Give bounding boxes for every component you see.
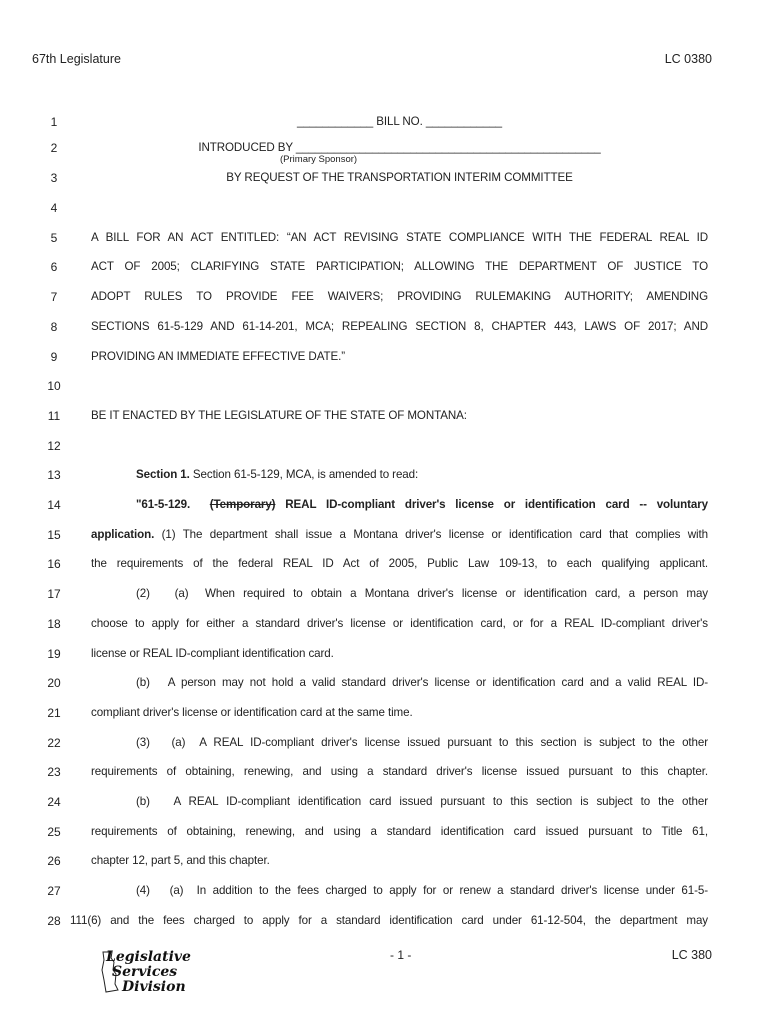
text-segment: choose to apply for either a standard driver's license or identification card, or for a REAL ID-compliant driver's: [91, 616, 708, 630]
bill-line: [0, 319, 770, 335]
header-legislature: 67th Legislature: [32, 52, 121, 66]
bill-line: [0, 824, 770, 840]
line-text: [91, 408, 708, 424]
line-number: 7: [50, 290, 58, 305]
line-number: 8: [50, 319, 58, 334]
line-text: [91, 319, 708, 335]
text-segment: application.: [91, 527, 155, 541]
line-number: 5: [50, 230, 58, 245]
line-number: 21: [47, 705, 61, 720]
bill-line: [0, 408, 770, 424]
footer-lc-number: LC 380: [671, 948, 712, 962]
line-number: 9: [50, 349, 58, 364]
text-segment: (3) (a) A REAL ID-compliant driver's license issued pursuant to this section is subject to the other: [136, 735, 708, 749]
text-segment: requirements of obtaining, renewing, and using a standard driver's license issued pursuant to this chapter.: [91, 765, 708, 779]
text-segment: ACT OF 2005; CLARIFYING STATE PARTICIPATION; ALLOWING THE DEPARTMENT OF JUSTICE TO: [91, 260, 708, 274]
line-text: [91, 230, 708, 246]
line-number: 6: [50, 260, 58, 275]
text-segment: requirements of obtaining, renewing, and using a standard identification card issued pursuant to Title 61,: [91, 824, 708, 838]
line-number: 19: [47, 646, 61, 661]
line-number: 23: [47, 765, 61, 780]
line-number: 13: [47, 468, 61, 483]
line-number: 26: [47, 854, 61, 869]
text-segment: INTRODUCED BY ________________________________________________: [198, 141, 601, 154]
text-segment: 111(6) and the fees charged to apply for a standard identification card under 61-12-504, the department may: [70, 913, 708, 927]
line-number: 12: [47, 438, 61, 453]
bill-line: [0, 259, 770, 275]
line-text: [91, 349, 708, 365]
line-text: [91, 853, 708, 869]
bill-line: [0, 230, 770, 246]
line-number: 14: [47, 498, 61, 512]
text-segment: (Temporary): [209, 498, 276, 511]
line-text: [91, 114, 708, 130]
line-number: 24: [47, 795, 61, 809]
text-segment: BY REQUEST OF THE TRANSPORTATION INTERIM COMMITTEE: [226, 171, 573, 184]
text-segment: (b) A REAL ID-compliant identification card issued pursuant to this section is subject to the other: [136, 795, 708, 808]
line-number: 2: [50, 141, 58, 155]
bill-line: [0, 140, 770, 156]
text-segment: ____________ BILL NO. ____________: [296, 115, 503, 128]
line-number: 25: [47, 824, 61, 839]
line-text: [91, 705, 708, 721]
bill-line: [0, 794, 770, 810]
bill-line: [0, 735, 770, 751]
line-text: [91, 170, 708, 186]
text-segment: BE IT ENACTED BY THE LEGISLATURE OF THE STATE OF MONTANA:: [91, 408, 467, 422]
line-text: [70, 913, 708, 929]
line-text: [136, 497, 708, 513]
bill-line: [0, 556, 770, 572]
text-segment: (1) The department shall issue a Montana driver's license or identification card that complies with: [154, 527, 708, 541]
bill-line: [0, 646, 770, 662]
text-segment: [190, 498, 210, 511]
line-number: 1: [50, 115, 58, 129]
line-number: 15: [47, 527, 61, 542]
bill-line: [0, 586, 770, 602]
text-segment: A BILL FOR AN ACT ENTITLED: “AN ACT REVISING STATE COMPLIANCE WITH THE FEDERAL REAL ID: [91, 230, 708, 244]
bill-line: [0, 527, 770, 543]
line-number: 28: [47, 913, 61, 928]
bill-line: [0, 170, 770, 186]
bill-line: [0, 200, 770, 216]
line-text: [136, 467, 708, 483]
text-segment: (b) A person may not hold a valid standard driver's license or identification card and a valid REAL ID-: [136, 676, 708, 690]
bill-line: [0, 289, 770, 305]
bill-line: [0, 883, 770, 899]
bill-line: [0, 913, 770, 929]
bill-line: [0, 349, 770, 365]
line-text: [91, 556, 708, 572]
bill-line: [0, 853, 770, 869]
line-number: 18: [47, 616, 61, 631]
line-text: [136, 586, 708, 602]
text-segment: compliant driver's license or identification card at the same time.: [91, 705, 413, 719]
logo-line-legislative: Legislative: [106, 949, 191, 965]
line-number: 22: [47, 735, 61, 750]
bill-line: [0, 616, 770, 632]
line-number: 20: [47, 676, 61, 691]
line-number: 11: [47, 408, 61, 423]
line-number: 27: [47, 884, 61, 899]
line-text: [91, 289, 708, 305]
bill-line: [0, 378, 770, 394]
bill-line: [0, 675, 770, 691]
page-number: - 1 -: [390, 948, 412, 962]
bill-line: [0, 705, 770, 721]
bill-line: [0, 497, 770, 513]
text-segment: (4) (a) In addition to the fees charged to apply for or renew a standard driver's license under 61-5-: [136, 884, 708, 898]
line-number: 3: [50, 171, 58, 185]
line-text: [91, 616, 708, 632]
line-text: [91, 140, 708, 156]
text-segment: "61-5-129.: [136, 498, 191, 511]
text-segment: chapter 12, part 5, and this chapter.: [91, 854, 270, 868]
header-lc-number: LC 0380: [664, 52, 712, 66]
legislative-services-division-logo: [100, 950, 200, 1000]
text-segment: Section 61-5-129, MCA, is amended to read:: [189, 468, 419, 482]
line-text: [91, 764, 708, 780]
text-segment: REAL ID-compliant driver's license or identification card -- voluntary: [275, 498, 708, 511]
logo-line-services: Services: [112, 964, 178, 980]
line-text: [91, 824, 708, 840]
text-segment: PROVIDING AN IMMEDIATE EFFECTIVE DATE.”: [91, 349, 345, 363]
text-segment: SECTIONS 61-5-129 AND 61-14-201, MCA; REPEALING SECTION 8, CHAPTER 443, LAWS OF 2017; AND: [91, 319, 708, 333]
line-number: 16: [47, 557, 61, 572]
bill-line: [0, 764, 770, 780]
text-segment: (2) (a) When required to obtain a Montana driver's license or identification card, a person may: [136, 587, 708, 601]
primary-sponsor-note: (Primary Sponsor): [280, 154, 358, 165]
logo-line-division: Division: [122, 979, 186, 995]
line-number: 10: [47, 379, 61, 394]
line-text: [136, 735, 708, 751]
line-text: [136, 794, 708, 810]
text-segment: ADOPT RULES TO PROVIDE FEE WAIVERS; PROVIDING RULEMAKING AUTHORITY; AMENDING: [91, 290, 708, 304]
text-segment: Section 1.: [136, 468, 190, 482]
bill-line: [0, 114, 770, 130]
line-text: [136, 883, 708, 899]
line-text: [91, 527, 708, 543]
line-text: [91, 646, 708, 662]
bill-line: [0, 467, 770, 483]
line-number: 4: [50, 201, 58, 215]
line-number: 17: [47, 587, 61, 602]
line-text: [136, 675, 708, 691]
bill-line: [0, 438, 770, 454]
text-segment: the requirements of the federal REAL ID Act of 2005, Public Law 109-13, to each qualifying applicant.: [91, 557, 708, 571]
text-segment: license or REAL ID-compliant identification card.: [91, 646, 334, 660]
line-text: [91, 259, 708, 275]
